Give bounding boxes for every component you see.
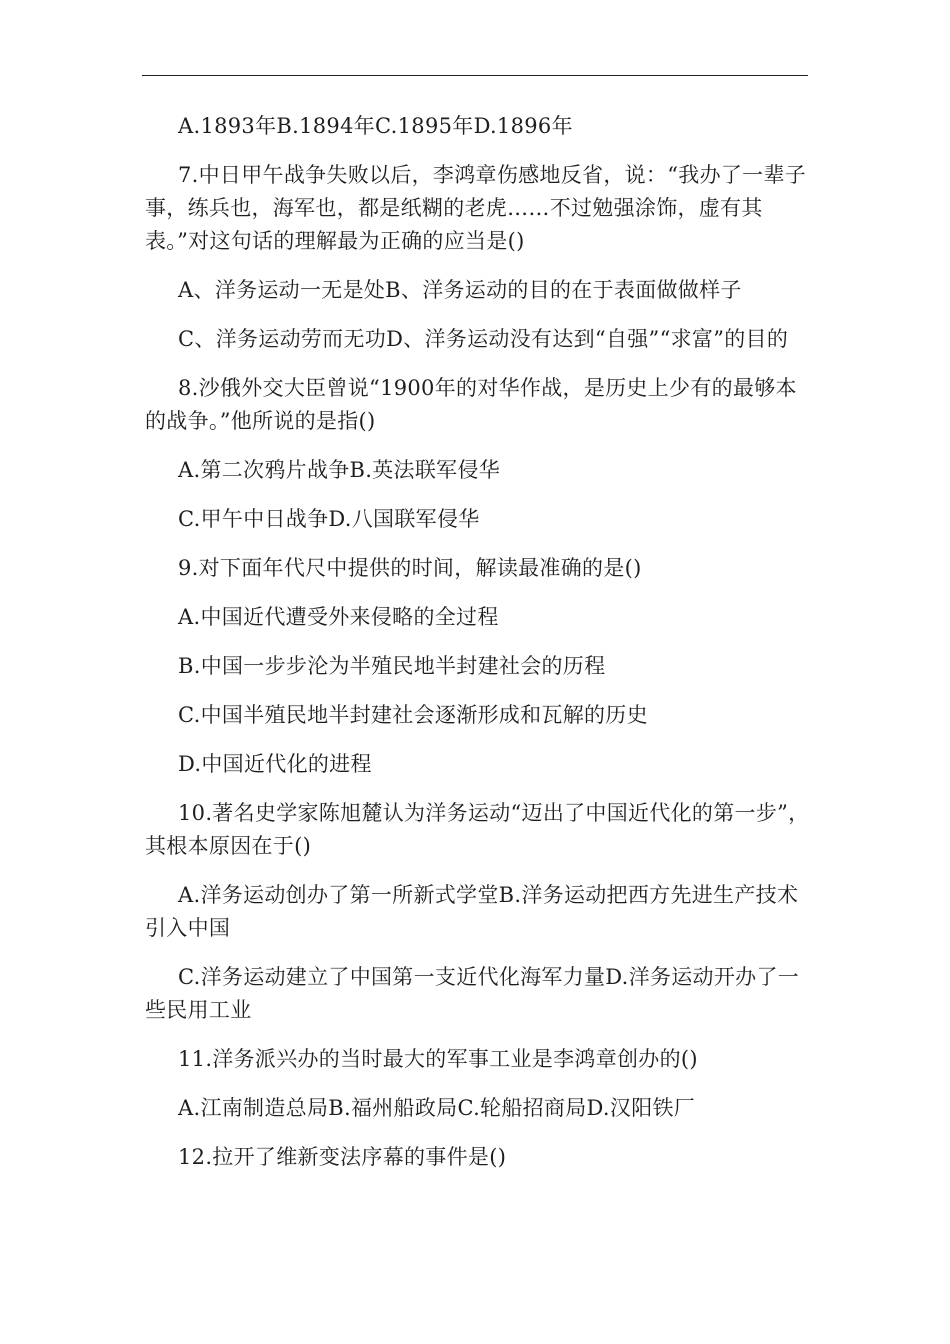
q9-option-b: B.中国一步步沦为半殖民地半封建社会的历程	[178, 654, 606, 678]
q10-stem: 10.著名史学家陈旭麓认为洋务运动“迈出了中国近代化的第一步”，其根本原因在于()	[145, 801, 810, 858]
q12-stem: 12.拉开了维新变法序幕的事件是()	[178, 1145, 507, 1169]
q8-options-ab: A.第二次鸦片战争B.英法联军侵华	[178, 458, 501, 482]
q9-stem: 9.对下面年代尺中提供的时间，解读最准确的是()	[178, 556, 642, 580]
q11-options: A.江南制造总局B.福州船政局C.轮船招商局D.汉阳铁厂	[178, 1096, 696, 1120]
q9-option-a: A.中国近代遭受外来侵略的全过程	[178, 605, 499, 629]
q7-options-cd: C、洋务运动劳而无功D、洋务运动没有达到“自强”“求富”的目的	[178, 327, 789, 351]
q11-stem: 11.洋务派兴办的当时最大的军事工业是李鸿章创办的()	[178, 1047, 698, 1071]
q10-options-cd: C.洋务运动建立了中国第一支近代化海军力量D.洋务运动开办了一些民用工业	[145, 965, 800, 1022]
document-body	[145, 110, 815, 1190]
header-rule	[142, 75, 808, 76]
q8-stem: 8.沙俄外交大臣曾说“1900年的对华作战，是历史上少有的最够本的战争。”他所说的是指()	[145, 376, 797, 433]
q7-stem: 7.中日甲午战争失败以后，李鸿章伤感地反省，说：“我办了一辈子事，练兵也，海军也，都是纸糊的老虎……不过勉强涂饰，虚有其表。”对这句话的理解最为正确的应当是()	[145, 163, 807, 253]
q9-option-d: D.中国近代化的进程	[178, 752, 372, 776]
q7-options-ab: A、洋务运动一无是处B、洋务运动的目的在于表面做做样子	[178, 278, 742, 302]
q10-options-ab: A.洋务运动创办了第一所新式学堂B.洋务运动把西方先进生产技术引入中国	[145, 883, 799, 940]
q9-option-c: C.中国半殖民地半封建社会逐渐形成和瓦解的历史	[178, 703, 648, 727]
q8-options-cd: C.甲午中日战争D.八国联军侵华	[178, 507, 480, 531]
q6-options: A.1893年B.1894年C.1895年D.1896年	[178, 114, 573, 138]
